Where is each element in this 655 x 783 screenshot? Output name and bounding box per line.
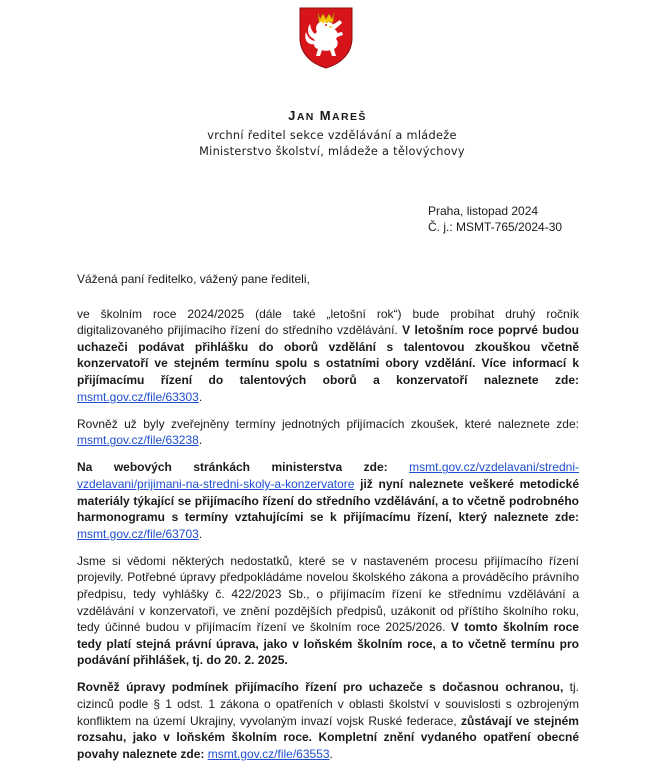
emblem bbox=[296, 4, 356, 70]
sender-role bbox=[172, 128, 492, 160]
link-ministry-admissions-page[interactable]: msmt.gov.cz/vzdelavani/stredni-vzdelavani/prijimani-na-stredni-skoly-a-konzervatore bbox=[77, 460, 579, 491]
letter-body bbox=[77, 271, 579, 773]
paragraph-3: Na webových stránkách ministerstva zde: msmt.gov.cz/vzdelavani/stredni-vzdelavani/prijimani-na-stredni-skoly-a-konzervatore již nyní naleznete veškeré metodické materiály týkající se přijímacího řízení do středního vzdělávání, a to včetně podrobného harmonogramu s termíny vztahujícími se k přijímacímu řízení, který naleznete zde: msmt.gov.cz/file/63703. bbox=[77, 460, 579, 541]
sender-role-title: vrchní ředitel sekce vzdělávání a mládeže bbox=[207, 129, 457, 142]
place-date-block bbox=[428, 203, 562, 235]
paragraph-2: Rovněž už byly zveřejněny termíny jednotných přijímacích zkoušek, které naleznete zde: msmt.gov.cz/file/63238. bbox=[77, 416, 579, 448]
salutation: Vážená paní ředitelko, vážený pane řediteli, bbox=[77, 272, 310, 286]
czech-lion-emblem-icon bbox=[296, 4, 356, 70]
paragraph-1: ve školním roce 2024/2025 (dále také „letošní rok“) bude probíhat druhý ročník digitalizovaného přijímacího řízení do středního vzdělávání. V letošním roce poprvé budou uchazeči podávat přihlášku do oborů vzdělání s talentovou zkouškou včetně konzervatoří ve stejném termínu spolu s ostatními obory vzdělání. Více informací k přijímacímu řízení do talentových oborů a konzervatoří naleznete zde: msmt.gov.cz/file/63303. bbox=[77, 306, 579, 404]
link-63553[interactable]: msmt.gov.cz/file/63553 bbox=[207, 746, 330, 761]
link-63238[interactable]: msmt.gov.cz/file/63238 bbox=[77, 433, 199, 448]
sender-ministry: Ministerstvo školství, mládeže a tělovýchovy bbox=[199, 145, 465, 158]
place-date: Praha, listopad 2024 bbox=[428, 204, 539, 218]
link-63703[interactable]: msmt.gov.cz/file/63703 bbox=[77, 526, 199, 541]
sender-name: JAN MAREŠ bbox=[288, 108, 367, 123]
reference-number: Č. j.: MSMT-765/2024-30 bbox=[428, 220, 563, 234]
paragraph-5: Rovněž úpravy podmínek přijímacího řízení pro uchazeče s dočasnou ochranou, tj. cizinců podle § 1 odst. 1 zákona o opatřeních v oblasti školství v souvislosti s ozbrojeným konfliktem na území Ukrajiny, vyvolaným invazí vojsk Ruské federace, zůstávají ve stejném rozsahu, jako v loňském školním roce. Kompletní znění vydaného opatření obecné povahy naleznete zde: msmt.gov.cz/file/63553. bbox=[77, 680, 580, 761]
paragraph-4: Jsme si vědomi některých nedostatků, které se v nastaveném procesu přijímacího řízení projevily. Potřebné úpravy předpokládáme novelou školského zákona a prováděcího právního předpisu, tedy vyhlášky č. 422/2023 Sb., o přijímacím řízení ke střednímu vzdělávání a vzdělávání v konzervatoři, ve znění pozdějších předpisů, uzákonit od příštího školního roku, tedy účinné budou v přijímacím řízení ve školním roce 2025/2026. V tomto školním roce tedy platí stejná právní úprava, jako v loňském školním roce, a to včetně termínu pro podávání přihlášek, tj. do 20. 2. 2025. bbox=[77, 553, 579, 668]
link-63303[interactable]: msmt.gov.cz/file/63303 bbox=[77, 389, 199, 404]
